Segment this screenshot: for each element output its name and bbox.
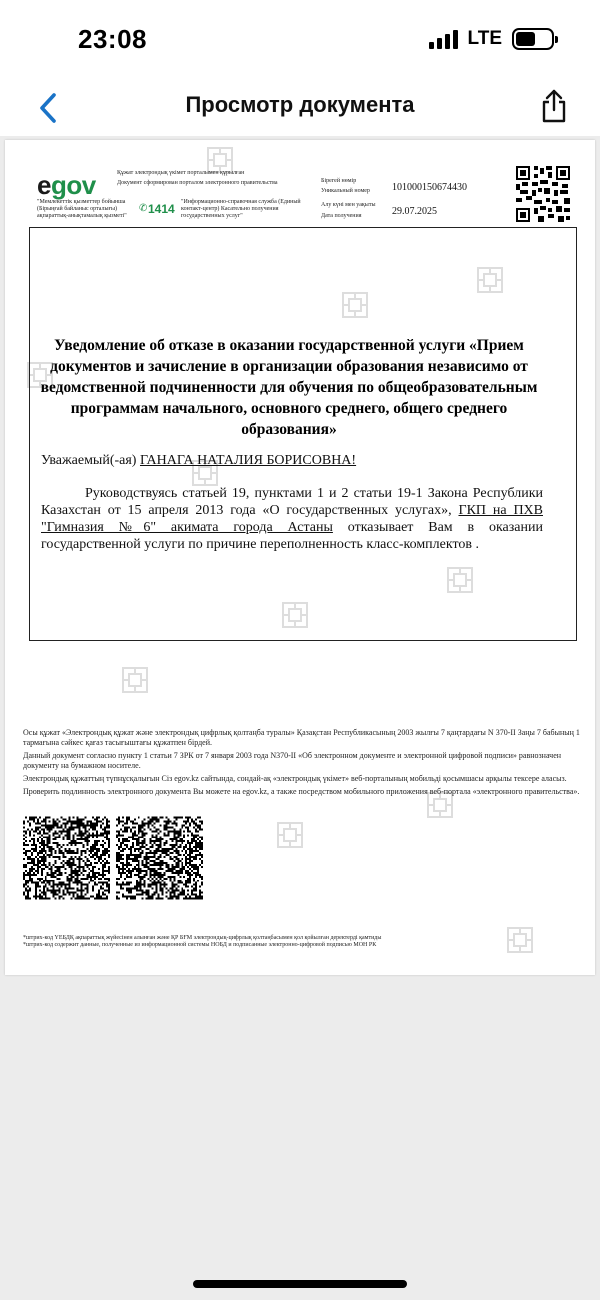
barcode-notes: [23, 935, 583, 949]
battery-level: [516, 32, 535, 46]
page-title: Просмотр документа: [185, 92, 415, 117]
legal-notes: [23, 728, 583, 800]
portal-note-ru: Документ сформирован порталом электронного правительства: [117, 180, 278, 186]
status-indicators: [429, 28, 554, 50]
share-button[interactable]: [532, 84, 576, 128]
unique-number-label-ru: Уникальный номер: [321, 188, 370, 194]
phone-icon: ✆: [139, 203, 148, 214]
egov-logo: egov: [37, 170, 96, 200]
barcode-icon: [23, 816, 110, 900]
battery-icon: [512, 28, 554, 50]
date-label-kz: Алу күні мен уақыты: [321, 202, 376, 208]
legal-note-kz: Осы құжат «Электрондық құжат және электрондық цифрлық қолтаңба туралы» Қазақстан Республикасының 2003 жылғы 7 қаңтардағы N 370-II Заңы 7 бабының 1 тармағына сәйкес қағаз тасығыштағы құжатпен бірдей.: [23, 728, 580, 747]
share-icon: [539, 88, 569, 124]
qr-code-icon: [516, 166, 570, 222]
contact-phone: 1414: [148, 202, 175, 216]
document-page[interactable]: [5, 140, 595, 975]
portal-note-kz: Құжат электрондық үкімет порталымен құрылған: [117, 170, 245, 176]
home-indicator[interactable]: [193, 1280, 407, 1288]
document-body: [41, 485, 543, 553]
unique-number-label-kz: Бірегей нөмір: [321, 178, 357, 184]
barcodes: [23, 816, 203, 900]
recipient-name: ГАНАГА НАТАЛИЯ БОРИСОВНА!: [139, 453, 357, 468]
greeting: [41, 453, 356, 469]
verification-note-kz: Электрондық құжаттың түпнұсқалығын Сіз egov.kz сайтында, сондай-ақ «электрондық үкімет» веб-порталының мобильді қосымшасы арқылы тексере аласыз.: [23, 774, 567, 783]
barcode-note-ru: *штрих-код содержит данные, полученные из информационной системы НОБД и подписанные электронно-цифровой подписью МОН РК: [23, 942, 377, 948]
date-label-ru: Дата получения: [321, 213, 362, 219]
watermark-ornament: [120, 665, 150, 695]
barcode-note-kz: *штрих-код ҮЕБДҚ ақпараттық жүйесінен алынған және ҚР БҒМ электрондық-цифрлық қолтаңбасымен қол қойылған деректерді қамтиды: [23, 935, 382, 941]
unique-number: 101000150674430: [392, 182, 467, 193]
document-title: Уведомление об отказе в оказании государственной услуги «Прием документов и зачисление в организации образования независимо от ведомственной подчиненности для обучения по общеобразовательным программам начального, основного среднего, общего среднего образования»: [40, 337, 538, 438]
organization-name: ГКП на ПХВ "Гимназия №6" акимата города Астаны: [41, 503, 543, 535]
receipt-date: 29.07.2025: [392, 206, 437, 217]
status-bar: [0, 0, 600, 80]
navigation-bar: [0, 80, 600, 136]
network-type: LTE: [467, 28, 502, 49]
body-text-part1: Руководствуясь статьей 19, пунктами 1 и 2 статьи 19-1 Закона Республики Казахстан от 15 апреля 2013 года «О государственных услугах»,: [41, 486, 543, 518]
service-note-kz: "Мемлекеттік қызметтер бойынша (Бірыңғай байланыс орталығы) ақпараттық-анықтамалық қызметі": [37, 199, 127, 219]
document-header: [5, 140, 595, 230]
service-note-ru: "Информационно-справочная служба (Единый контакт-центр) Касательно получения государственных услуг": [181, 199, 301, 219]
greeting-prefix: Уважаемый(-ая): [41, 453, 140, 468]
body-text-part2: отказывает Вам в оказании государственной услуги по причине переполненность класс-комплектов .: [41, 520, 543, 552]
verification-note-ru: Проверить подлинность электронного документа Вы можете на egov.kz, а также посредством мобильного приложения веб-портала «электронного правительства».: [23, 787, 580, 796]
barcode-icon: [116, 816, 203, 900]
signal-icon: [429, 29, 458, 49]
watermark-ornament: [275, 820, 305, 850]
status-time: 23:08: [78, 24, 147, 54]
legal-note-ru: Данный документ согласно пункту 1 статьи 7 ЗРК от 7 января 2003 года N370-II «Об электронном документе и электронной цифровой подписи» равнозначен документу на бумажном носителе.: [23, 751, 562, 770]
